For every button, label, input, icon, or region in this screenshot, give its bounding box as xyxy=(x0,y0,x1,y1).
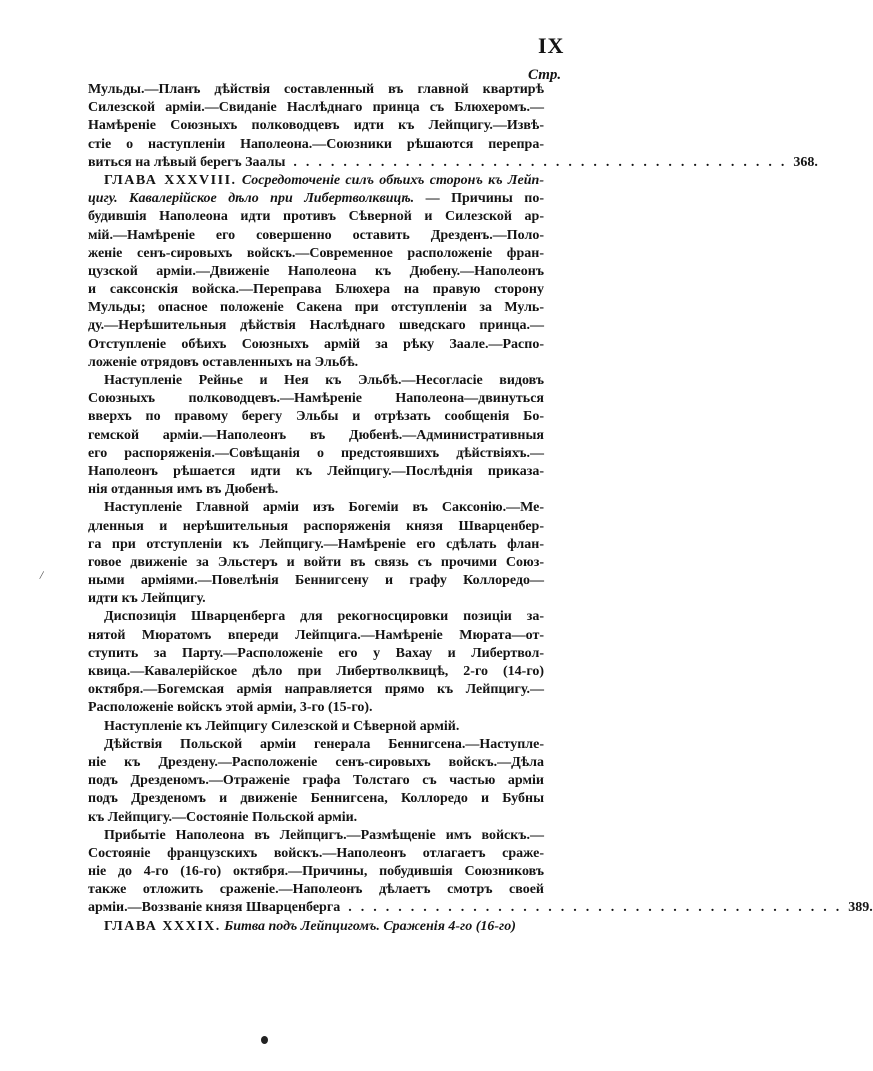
line-text: ступить за Парту.—Расположеніе его у Вахау и Либертвол- xyxy=(88,645,544,661)
line-text: нія отданныя имъ въ Дюбенѣ. xyxy=(88,482,279,498)
margin-mark: / xyxy=(38,567,45,583)
text-line xyxy=(88,845,544,863)
line-text: Намѣреніе Союзныхъ полководцевъ идти къ Лейпцигу.—Извѣ- xyxy=(88,118,544,134)
text-line xyxy=(88,208,544,226)
text-line xyxy=(88,608,544,626)
text-line xyxy=(88,681,544,699)
text-line xyxy=(88,918,544,936)
text-line xyxy=(88,408,544,426)
line-text: — Причины по- xyxy=(414,191,545,207)
line-text: арміи.—Воззваніе князя Шварценберга xyxy=(88,900,341,916)
text-line xyxy=(88,245,544,263)
line-text: ложеніе отрядовъ оставленныхъ на Эльбѣ. xyxy=(88,354,359,370)
line-text: подъ Дрезденомъ.—Отраженіе графа Толстаго съ частью арміи xyxy=(88,773,544,789)
text-line xyxy=(88,136,544,154)
line-text: Союзныхъ полководцевъ.—Намѣреніе Наполеона—двинуться xyxy=(88,391,544,407)
table-of-contents-body xyxy=(88,81,873,936)
text-line xyxy=(88,354,544,372)
text-line xyxy=(88,827,544,845)
line-text: подъ Дрезденомъ и движеніе Беннигсена, Коллоредо и Бубны xyxy=(88,791,544,807)
chapter-label: ГЛАВА XXXIX. xyxy=(104,918,221,934)
line-text: ніе къ Дрездену.—Расположеніе сенъ-сировыхъ войскъ.—Дѣла xyxy=(88,754,544,770)
text-line xyxy=(88,554,544,572)
line-text: говое движеніе за Эльстеръ и войти въ связь съ прочими Союз- xyxy=(88,554,544,570)
text-line xyxy=(88,572,544,590)
line-text: Мульды; опасное положеніе Сакена при отступленіи за Муль- xyxy=(88,300,544,316)
line-text: виться на лѣвый берегъ Заалы xyxy=(88,154,286,170)
toc-entry-line xyxy=(88,899,873,917)
line-text: квица.—Кавалерійское дѣло при Либертволквицѣ, 2-го (14-го) xyxy=(88,664,544,679)
text-line xyxy=(88,790,544,808)
line-text: гемской арміи.—Наполеонъ въ Дюбенѣ.—Административныя xyxy=(88,427,544,443)
line-text: Наступленіе Рейнье и Нея къ Эльбѣ.—Несогласіе видовъ xyxy=(104,373,544,388)
chapter-title: цигу. Кавалерійское дѣло при Либертволквицѣ. xyxy=(88,191,415,207)
line-text: Наступленіе къ Лейпцигу Силезской и Сѣверной армій. xyxy=(104,718,460,734)
text-line xyxy=(88,227,544,245)
text-line xyxy=(88,536,544,554)
text-line xyxy=(88,427,544,445)
text-line xyxy=(88,317,544,335)
line-text: цузской арміи.—Движеніе Наполеона къ Дюбену.—Наполеонъ xyxy=(88,263,544,279)
text-line xyxy=(88,863,544,881)
text-line xyxy=(88,263,544,281)
line-text: Состояніе французскихъ войскъ.—Наполеонъ отлагаетъ сраже- xyxy=(88,845,544,861)
chapter-title: Сосредоточеніе силъ обѣихъ сторонъ къ Лейп- xyxy=(236,172,544,188)
text-line xyxy=(88,736,544,754)
text-line xyxy=(88,299,544,317)
text-line xyxy=(88,627,544,645)
text-line xyxy=(88,463,544,481)
text-line xyxy=(88,499,544,517)
page-number: IX xyxy=(538,33,565,58)
line-text: Диспозиція Шварценберга для рекогносцировки позиціи за- xyxy=(104,609,544,625)
page-reference: 389. xyxy=(848,900,873,916)
page-column-label: Стр. xyxy=(528,67,562,83)
text-line xyxy=(88,663,544,681)
text-line xyxy=(88,518,544,536)
text-line xyxy=(88,336,544,354)
text-line xyxy=(88,117,544,135)
text-line xyxy=(88,481,544,499)
chapter-label: ГЛАВА XXXVIII. xyxy=(104,172,237,188)
toc-entry-line xyxy=(88,154,818,172)
text-line xyxy=(88,281,544,299)
text-line xyxy=(88,99,544,117)
line-text: стіе о наступленіи Наполеона.—Союзники рѣшаются перепра- xyxy=(88,136,544,152)
text-line xyxy=(88,190,544,208)
line-text: Мульды.—Планъ дѣйствія составленный въ главной квартирѣ xyxy=(88,82,544,97)
line-text: также отложить сраженіе.—Наполеонъ дѣлаетъ смотръ своей xyxy=(88,882,544,898)
line-text: октября.—Богемская армія направляется прямо къ Лейпцигу.— xyxy=(88,682,544,698)
text-line xyxy=(88,809,544,827)
line-text: женіе сенъ-сировыхъ войскъ.—Современное расположеніе фран- xyxy=(88,245,544,261)
line-text: дленныя и нерѣшительныя распоряженія князя Шварценбер- xyxy=(88,518,544,534)
text-line xyxy=(88,699,544,717)
line-text: мій.—Намѣреніе его совершенно оставить Дрезденъ.—Поло- xyxy=(88,227,544,243)
text-line xyxy=(88,390,544,408)
text-line xyxy=(88,645,544,663)
text-line xyxy=(88,754,544,772)
line-text: га при отступленіи къ Лейпцигу.—Намѣреніе его сдѣлать флан- xyxy=(88,536,544,552)
line-text: будившія Наполеона идти противъ Сѣверной и Силезской ар- xyxy=(88,209,544,225)
line-text: вверхъ по правому берегу Эльбы и отрѣзать сообщенія Бо- xyxy=(88,409,544,425)
line-text: его распоряженія.—Совѣщанія о предстоявшихъ дѣйствіяхъ.— xyxy=(88,445,544,461)
line-text: Дѣйствія Польской арміи генерала Беннигсена.—Наступле- xyxy=(104,736,544,752)
line-text: и саксонскія войска.—Переправа Блюхера на правую сторону xyxy=(88,282,544,298)
ink-spot xyxy=(261,1036,268,1044)
line-text: Расположеніе войскъ этой арміи, 3-го (15-го). xyxy=(88,700,373,716)
text-line xyxy=(88,372,544,390)
text-line xyxy=(88,172,544,190)
text-line xyxy=(88,718,544,736)
line-text: Отступленіе обѣихъ Союзныхъ армій за рѣку Заале.—Распо- xyxy=(88,336,544,352)
line-text: Силезской арміи.—Свиданіе Наслѣднаго принца съ Блюхеромъ.— xyxy=(88,100,544,116)
text-line xyxy=(88,445,544,463)
line-text: ніе до 4-го (16-го) октября.—Причины, побудившія Союзниковъ xyxy=(88,864,544,880)
line-text: ду.—Нерѣшительныя дѣйствія Наслѣднаго шведскаго принца.— xyxy=(88,318,544,334)
line-text: идти къ Лейпцигу. xyxy=(88,591,206,607)
chapter-title: Битва подъ Лейпцигомъ. Сраженія 4-го (16-го) xyxy=(220,918,516,934)
line-text: Наступленіе Главной арміи изъ Богеміи въ Саксонію.—Ме- xyxy=(104,500,544,516)
page-reference: 368. xyxy=(793,154,818,170)
text-line xyxy=(88,881,544,899)
dot-leader: ........................................ xyxy=(293,154,794,170)
line-text: къ Лейпцигу.—Состояніе Польской арміи. xyxy=(88,809,358,825)
line-text: Прибытіе Наполеона въ Лейпцигъ.—Размѣщеніе имъ войскъ.— xyxy=(104,827,544,843)
line-text: ными арміями.—Повелѣнія Беннигсену и графу Коллоредо— xyxy=(88,573,544,589)
text-line xyxy=(88,772,544,790)
line-text: Наполеонъ рѣшается идти къ Лейпцигу.—Послѣднія приказа- xyxy=(88,463,544,479)
text-line xyxy=(88,590,544,608)
text-line xyxy=(88,81,544,99)
line-text: нятой Мюратомъ впереди Лейпцига.—Намѣреніе Мюрата—от- xyxy=(88,627,544,643)
dot-leader: ........................................ xyxy=(348,900,849,916)
